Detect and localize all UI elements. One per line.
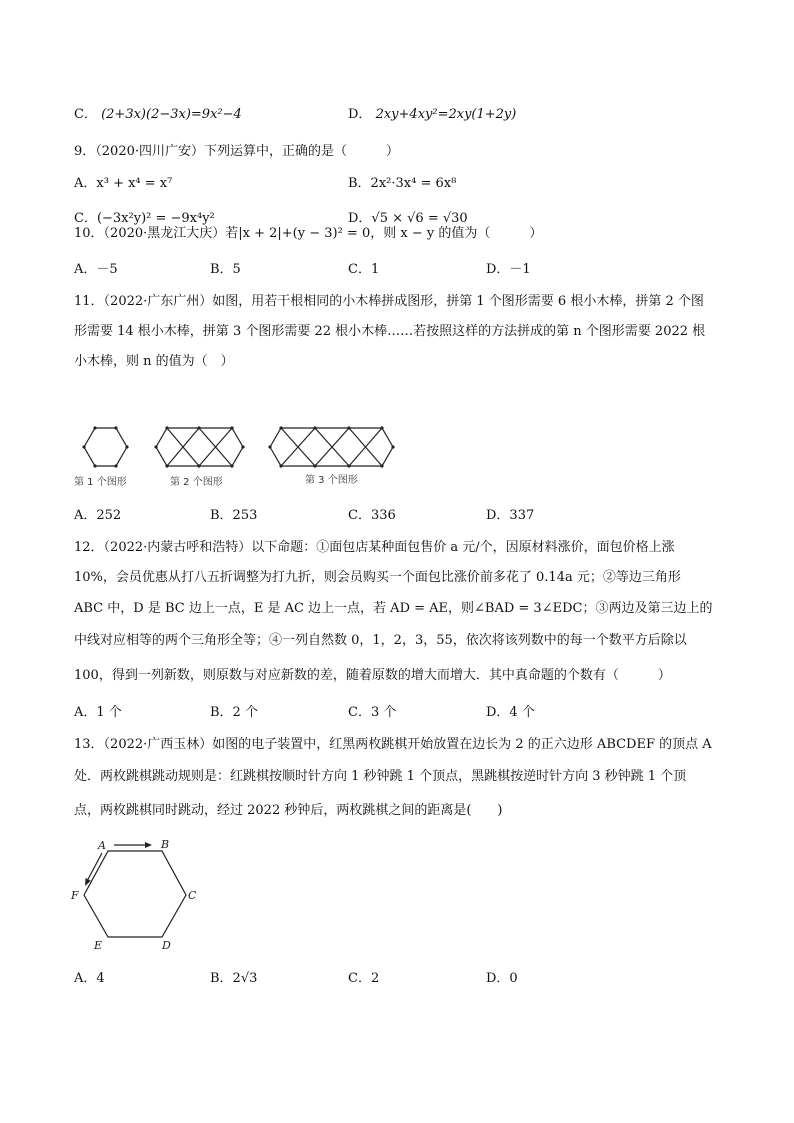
q13-option-b[interactable]: B．2√3: [210, 971, 258, 986]
q10-option-c[interactable]: C．1: [348, 262, 380, 277]
q13-stem-line3: 点，两枚跳棋同时跳动，经过 2022 秒钟后，两枚跳棋之间的距离是( ): [74, 803, 503, 818]
q11-figure-2-shape: [156, 428, 243, 466]
q13-vertex-e: E: [94, 939, 103, 952]
q13-stem-line2: 处．两枚跳棋跳动规则是：红跳棋按顺时针方向 1 秒钟跳 1 个顶点，黑跳棋按逆时针方向 3 秒钟跳 1 个顶: [74, 769, 687, 784]
q13-vertex-f: F: [71, 889, 79, 902]
q13-stem-line1: 13．（2022·广西玉林）如图的电子装置中，红黑两枚跳棋开始放置在边长为 2 的正六边形 ABCDEF 的顶点 A: [74, 737, 712, 752]
q12-stem-line1: 12．（2022·内蒙古呼和浩特）以下命题：①面包店某种面包售价 a 元/个，因原材料涨价，面包价格上涨: [74, 540, 675, 555]
q13-hexagon-diagram: [66, 835, 216, 955]
q13-vertex-b: B: [161, 838, 170, 851]
q13-hexagon: [84, 851, 186, 937]
q13-vertex-a: A: [98, 839, 106, 852]
q10-option-d[interactable]: D．－1: [486, 262, 531, 277]
q10-option-a[interactable]: A．－5: [74, 262, 118, 277]
q11-caption-1: 第 1 个图形: [74, 477, 127, 488]
q12-stem-line4: 中线对应相等的两个三角形全等；④一列自然数 0，1，2，3，55，依次将该列数中的每一个数平方后除以: [74, 633, 687, 648]
q12-option-d[interactable]: D．4 个: [486, 705, 535, 720]
q12-stem-line3: ABC 中，D 是 BC 边上一点，E 是 AC 边上一点，若 AD = AE，则∠BAD = 3∠EDC；③两边及第三边上的: [74, 601, 713, 616]
q8-option-c[interactable]: [74, 106, 242, 124]
q9-option-c[interactable]: C．(−3x²y)² = −9x⁴y²: [74, 211, 215, 226]
q8-option-d-expr: 2xy+4xy²=2xy(1+2y): [375, 107, 517, 122]
q13-vertex-d: D: [162, 939, 171, 952]
q13-option-d[interactable]: D．0: [486, 971, 518, 986]
q8-option-c-label: C．: [74, 107, 97, 122]
q11-figure-1-hexagon: [84, 428, 127, 466]
q11-stem-line3: 小木棒，则 n 的值为（ ）: [74, 354, 234, 369]
q9-option-b[interactable]: B．2x²·3x⁴ = 6x⁸: [348, 176, 457, 191]
q12-option-c[interactable]: C．3 个: [348, 705, 397, 720]
q13-arrowhead-clockwise: [145, 842, 152, 848]
q11-stem-line1: 11．（2022·广东广州）如图，用若干根相同的小木棒拼成图形，拼第 1 个图形需要 6 根小木棒，拼第 2 个图: [74, 294, 704, 309]
q8-option-c-expr: (2+3x)(2−3x)=9x²−4: [101, 107, 242, 122]
q13-option-a[interactable]: A．4: [74, 971, 105, 986]
q10-option-b[interactable]: B．5: [210, 262, 241, 277]
q8-option-d[interactable]: [348, 106, 516, 124]
q9-stem: 9．（2020·四川广安）下列运算中，正确的是（ ）: [74, 144, 399, 159]
q13-option-c[interactable]: C．2: [348, 971, 380, 986]
q12-stem-line5: 100，得到一列新数，则原数与对应新数的差，随着原数的增大而增大．其中真命题的个数有（ ）: [74, 668, 671, 683]
q12-stem-line2: 10%，会员优惠从打八五折调整为打九折，则会员购买一个面包比涨价前多花了 0.14a 元；②等边三角形: [74, 570, 681, 585]
q12-option-a[interactable]: A．1 个: [74, 705, 122, 720]
q11-figure-3-shape: [270, 428, 393, 466]
q8-option-d-label: D．: [348, 107, 372, 122]
q12-option-b[interactable]: B．2 个: [210, 705, 258, 720]
q10-stem: 10．（2020·黑龙江大庆）若|x + 2|+(y − 3)² = 0，则 x − y 的值为（ ）: [74, 226, 543, 241]
q11-option-a[interactable]: A．252: [74, 508, 122, 523]
q9-option-a[interactable]: A．x³ + x⁴ = x⁷: [74, 176, 173, 191]
q11-option-d[interactable]: D．337: [486, 508, 535, 523]
q13-arrow-counterclockwise: [86, 853, 102, 883]
q11-caption-3: 第 3 个图形: [305, 475, 358, 486]
q13-vertex-c: C: [188, 889, 197, 902]
q11-stem-line2: 形需要 14 根小木棒，拼第 3 个图形需要 22 根小木棒……若按照这样的方法拼成的第 n 个图形需要 2022 根: [74, 324, 706, 339]
q11-option-b[interactable]: B．253: [210, 508, 258, 523]
q11-caption-2: 第 2 个图形: [170, 477, 223, 488]
q11-option-c[interactable]: C．336: [348, 508, 396, 523]
q9-option-d[interactable]: D．√5 × √6 = √30: [348, 211, 468, 226]
